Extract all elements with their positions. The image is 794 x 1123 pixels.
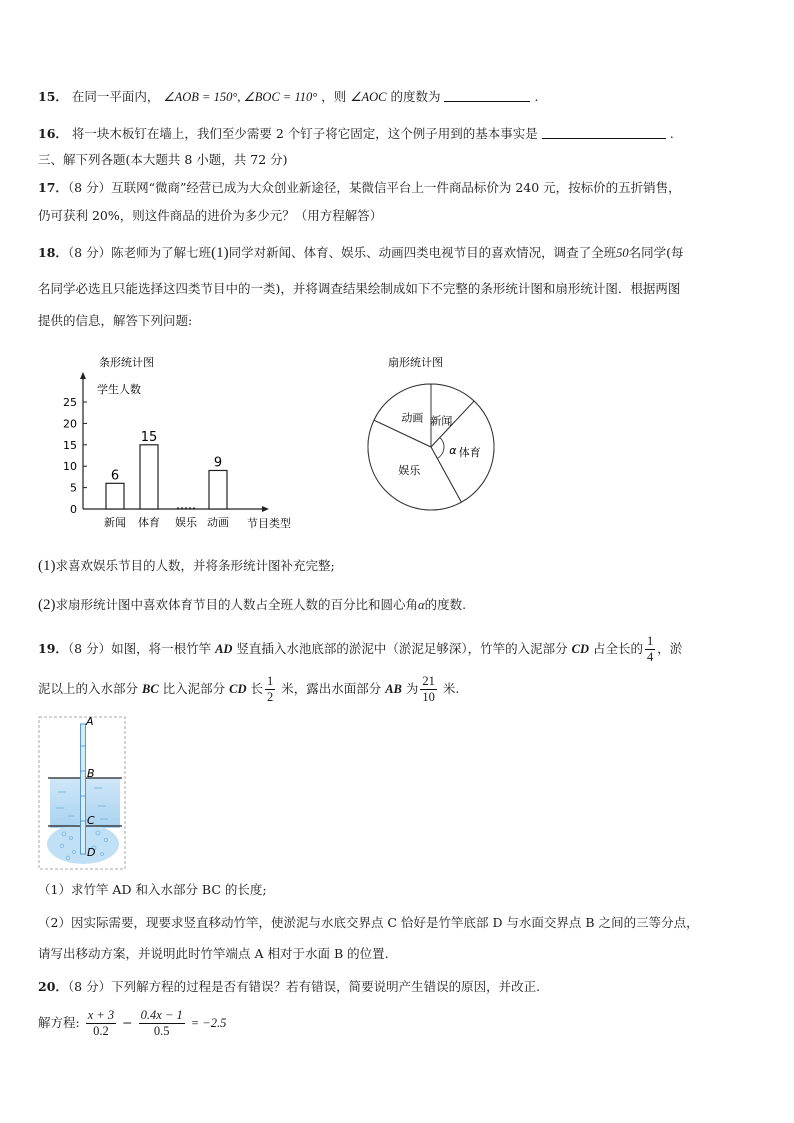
math-expression: ∠AOB = 150°, ∠BOC = 110° (163, 90, 318, 104)
equation: 解方程: $\frac{x + 3}{0.2}$ − $\frac{0.4x - 1}{0.5}$ = −2.5 (38, 1008, 227, 1038)
x-axis-arrow (262, 506, 269, 512)
y-axis-label: 学生人数 (97, 383, 141, 396)
pie-slice-label: 体育 (458, 445, 481, 459)
bamboo-pole (81, 724, 86, 854)
question-number: 16． (38, 126, 68, 141)
question-number: 18． (38, 245, 68, 260)
question-18-part-2: (2)求扇形统计图中喜欢体育节目的人数占全班人数的百分比和圆心角α的度数. (38, 597, 467, 613)
x-axis-label: 节目类型 (247, 517, 291, 530)
bar-chart-title: 条形统计图 (99, 356, 154, 369)
point-label-a: A (86, 716, 94, 728)
question-18-line-3: 提供的信息，解答下列问题: (38, 313, 193, 328)
fraction: $\frac{x + 3}{0.2}$ (87, 1008, 115, 1038)
bar-value-label: 6 (110, 468, 120, 484)
question-15: 15． 在同一平面内， ∠AOB = 150°, ∠BOC = 110° ，则 ∠AOC 的度数为 . (38, 89, 539, 104)
fraction: $\frac{21}{10}$ (422, 674, 435, 704)
y-tick-label: 15 (63, 438, 77, 452)
bamboo-pole-figure (38, 716, 126, 871)
question-19-line-1: 19．（8 分）如图，将一根竹竿 AD 竖直插入水池底部的淤泥中（淤泥足够深），竹竿的入泥部分 CD 占全长的 $\frac{1}{4}$ ，淤 (38, 634, 683, 664)
question-19-line-2: 泥以上的入水部分 BC 比入泥部分 CD 长 $\frac{1}{2}$ 米，露出水面部分 AB 为 $\frac{21}{10}$ 米. (38, 674, 460, 704)
question-19-part-2-line-2: 请写出移动方案，并说明此时竹竿端点 A 相对于水面 B 的位置. (38, 946, 389, 961)
pie-slice-label: 动画 (401, 411, 424, 425)
y-axis-arrow (80, 372, 86, 379)
pie-slice-label: 娱乐 (398, 463, 421, 477)
pie-chart-title: 扇形统计图 (388, 356, 443, 369)
question-18-part-1: (1)求喜欢娱乐节目的人数，并将条形统计图补充完整; (38, 558, 335, 574)
x-tick-label: 娱乐 (175, 516, 197, 529)
answer-blank[interactable] (444, 89, 530, 102)
question-17-line-1 (38, 180, 681, 196)
question-19-part-2-line-1: （2）因实际需要，现要求竖直移动竹竿，使淤泥与水底交界点 C 恰好是竹竿底部 D 与水面交界点 B 之间的三等分点， (38, 915, 699, 930)
point-label-b: B (87, 767, 95, 780)
question-text: ，则 (321, 89, 347, 104)
question-text: 将一块木板钉在墙上，我们至少需要 2 个钉子将它固定，这个例子用到的基本事实是 (71, 126, 538, 141)
fraction: $\frac{0.4x - 1}{0.5}$ (140, 1008, 183, 1038)
fraction: $\frac{1}{2}$ (266, 674, 274, 704)
question-20: 20．（8 分）下列解方程的过程是否有错误？若有错误，简要说明产生错误的原因，并改正. (38, 979, 541, 994)
pie-chart (355, 348, 515, 523)
question-number: 15． (38, 89, 68, 104)
x-tick-label: 新闻 (104, 516, 126, 529)
point-label-d: D (87, 846, 96, 859)
bar-体育 (140, 445, 158, 509)
y-tick-label: 5 (70, 481, 77, 495)
question-number: 17． (38, 180, 68, 195)
angle-alpha-label: α (449, 443, 457, 457)
bar-动画 (209, 470, 227, 509)
question-18-line-1: 18．（8 分）陈老师为了解七班(1)同学对新闻、体育、娱乐、动画四类电视节目的喜欢情况，调查了全班50名同学(每 (38, 245, 684, 261)
y-tick-label: 20 (63, 417, 77, 431)
bar-value-label: 15 (140, 429, 158, 445)
y-tick-label: 25 (63, 396, 77, 409)
x-tick-label: 体育 (138, 516, 160, 529)
bar-chart (55, 348, 305, 533)
question-number: 20． (38, 979, 68, 994)
pie-slice-label: 新闻 (430, 414, 453, 428)
point-label-c: C (87, 814, 95, 827)
bar-新闻 (106, 483, 124, 509)
y-tick-label: 10 (63, 460, 77, 474)
bar-value-label: 9 (213, 455, 223, 471)
math-expression: ∠AOC (350, 90, 387, 104)
question-text: （8 分）互联网“微商”经营已成为大众创业新途径，某微信平台上一件商品标价为 240 元，按标价的五折销售， (67, 180, 681, 195)
question-text: 的度数为 (390, 89, 441, 104)
section-heading: 三、解下列各题(本大题共 8 小题，共 72 分) (38, 152, 288, 167)
fraction: $\frac{1}{4}$ (647, 634, 654, 664)
answer-blank[interactable] (542, 126, 666, 139)
question-number: 19． (38, 641, 68, 656)
y-tick-label: 0 (70, 503, 77, 516)
question-16: 16． 将一块木板钉在墙上，我们至少需要 2 个钉子将它固定，这个例子用到的基本事实是 . (38, 126, 674, 141)
question-text: 在同一平面内， (71, 89, 160, 104)
x-tick-label: 动画 (207, 516, 229, 529)
question-17-line-2: 仍可获利 20%，则这件商品的进价为多少元？（用方程解答） (38, 208, 383, 223)
question-19-part-1: （1）求竹竿 AD 和入水部分 BC 的长度; (38, 882, 267, 897)
question-18-line-2: 名同学必选且只能选择这四类节目中的一类)，并将调查结果绘制成如下不完整的条形统计图和扇形统计图．根据两图 (38, 281, 681, 296)
